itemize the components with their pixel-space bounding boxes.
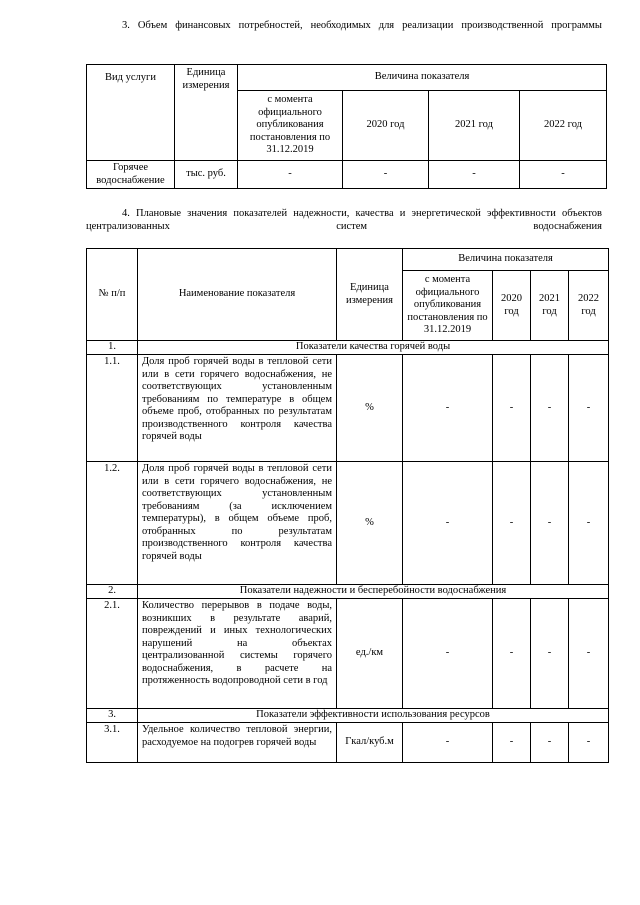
group-title: Показатели надежности и бесперебойности водоснабжения <box>138 585 609 599</box>
cell-2020: - <box>343 161 429 189</box>
header-2021: 2021 год <box>429 91 520 161</box>
header-2020: 2020 год <box>493 271 531 341</box>
row-2022: - <box>569 599 609 709</box>
row-num: 2.1. <box>87 599 138 709</box>
header-2022: 2022 год <box>569 271 609 341</box>
row-2021: - <box>531 723 569 763</box>
row-2020: - <box>493 355 531 462</box>
financial-needs-table <box>86 64 607 189</box>
row-2020: - <box>493 462 531 585</box>
header-num: № п/п <box>87 249 138 341</box>
cell-2022: - <box>520 161 607 189</box>
row-name: Удельное количество тепловой энергии, расходуемое на подогрев горячей воды <box>138 723 337 763</box>
cell-2021: - <box>429 161 520 189</box>
section-4-heading: 4. Плановые значения показателей надежности, качества и энергетической эффективности объектов централизованных систем водоснабжения <box>86 208 602 232</box>
row-2020: - <box>493 599 531 709</box>
header-2020: 2020 год <box>343 91 429 161</box>
row-2022: - <box>569 355 609 462</box>
group-row <box>87 585 609 599</box>
row-name: Доля проб горячей воды в тепловой сети или в сети горячего водоснабжения, не соответствующих установленным требованиям (за исключением температуры), в общем объеме проб, отобранных по результатам производственного контроля качества горячей воды <box>138 462 337 585</box>
header-from: с момента официального опубликования постановления по 31.12.2019 <box>403 271 493 341</box>
header-name: Наименование показателя <box>138 249 337 341</box>
header-from: с момента официального опубликования постановления по 31.12.2019 <box>238 91 343 161</box>
row-2021: - <box>531 355 569 462</box>
header-2022: 2022 год <box>520 91 607 161</box>
group-row <box>87 709 609 723</box>
group-title: Показатели эффективности использования ресурсов <box>138 709 609 723</box>
row-unit: % <box>337 462 403 585</box>
group-row <box>87 341 609 355</box>
indicators-table <box>86 248 609 763</box>
row-2020: - <box>493 723 531 763</box>
header-unit: Единица измерения <box>175 65 238 161</box>
table-row <box>87 599 609 709</box>
table-row <box>87 161 607 189</box>
row-name: Количество перерывов в подаче воды, возникших в результате аварий, повреждений и иных технологических нарушений на объектах централизованной системы горячего водоснабжения, в расчете на протяженность водопроводной сети в год <box>138 599 337 709</box>
header-value: Величина показателя <box>403 249 609 271</box>
row-unit: Гкал/куб.м <box>337 723 403 763</box>
row-from: - <box>403 723 493 763</box>
group-num: 3. <box>87 709 138 723</box>
table-row <box>87 462 609 585</box>
table-row <box>87 723 609 763</box>
cell-service: Горячее водоснабжение <box>87 161 175 189</box>
row-num: 1.2. <box>87 462 138 585</box>
row-2021: - <box>531 462 569 585</box>
row-num: 1.1. <box>87 355 138 462</box>
group-num: 2. <box>87 585 138 599</box>
group-title: Показатели качества горячей воды <box>138 341 609 355</box>
section-3-heading: 3. Объем финансовых потребностей, необходимых для реализации производственной программы <box>122 20 602 31</box>
row-from: - <box>403 462 493 585</box>
row-num: 3.1. <box>87 723 138 763</box>
cell-unit: тыс. руб. <box>175 161 238 189</box>
header-2021: 2021 год <box>531 271 569 341</box>
row-from: - <box>403 355 493 462</box>
row-unit: ед./км <box>337 599 403 709</box>
row-2022: - <box>569 723 609 763</box>
cell-from: - <box>238 161 343 189</box>
row-from: - <box>403 599 493 709</box>
row-unit: % <box>337 355 403 462</box>
row-name: Доля проб горячей воды в тепловой сети или в сети горячего водоснабжения, не соответствующих установленным требованиям по температуре в общем объеме проб, отобранных по результатам производственного контроля качества горячей воды <box>138 355 337 462</box>
row-2022: - <box>569 462 609 585</box>
table-row <box>87 355 609 462</box>
header-unit: Единица измерения <box>337 249 403 341</box>
row-2021: - <box>531 599 569 709</box>
header-value: Величина показателя <box>238 65 607 91</box>
group-num: 1. <box>87 341 138 355</box>
header-service: Вид услуги <box>87 65 175 161</box>
